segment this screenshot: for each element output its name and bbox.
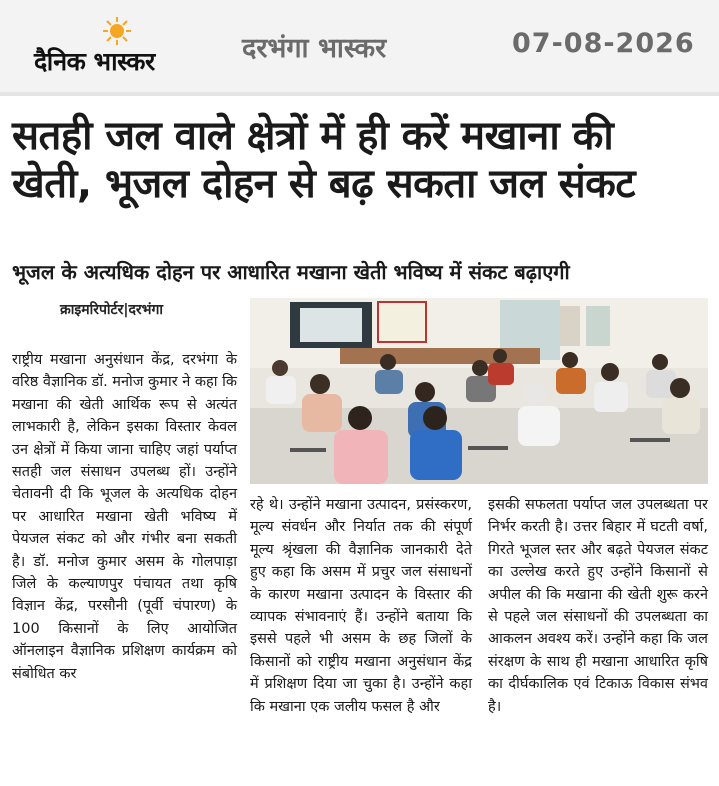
article-headline (12, 112, 712, 208)
logo-text: दैनिक भास्कर (34, 47, 155, 76)
header-divider (0, 92, 719, 96)
training-session-photo (250, 298, 708, 484)
article-subheadline: भूजल के अत्यधिक दोहन पर आधारित मखाना खेती भविष्य में संकट बढ़ाएगी (12, 260, 570, 284)
headline-line-1: सतही जल वाले क्षेत्रों में ही करें मखाना की (12, 113, 614, 159)
article-column-3: इसकी सफलता पर्याप्त जल उपलब्धता पर निर्भर करती है। उत्तर बिहार में घटती वर्षा, गिरते भूजल स्तर और बढ़ते पेयजल संकट का उल्लेख करते हुए उन्होंने किसानों से अपील की कि मखाना की खेती शुरू करने से पहले जल संसाधनों की उपलब्धता का आकलन अवश्य करें। उन्होंने कहा कि जल संरक्षण के साथ ही मखाना आधारित कृषि का दीर्घकालिक एवं टिकाऊ विकास संभव है। (488, 497, 708, 715)
masthead (0, 0, 719, 92)
byline: क्राइमरिपोर्टर|दरभंगा (60, 302, 163, 318)
article-column-2: रहे थे। उन्होंने मखाना उत्पादन, प्रसंस्करण, मूल्य संवर्धन और निर्यात तक की संपूर्ण मूल्य श्रृंखला की वैज्ञानिक जानकारी देते हुए कहा कि असम में प्रचुर जल संसाधनों के कारण मखाना उत्पादन के विस्तार की व्यापक संभावनाएं हैं। उन्होंने बताया कि इससे पहले भी असम के छह जिलों के किसानों को राष्ट्रीय मखाना अनुसंधान केंद्र में प्रशिक्षण दिया जा चुका है। उन्होंने कहा कि मखाना एक जलीय फसल है और (250, 497, 472, 715)
article-photo (250, 298, 708, 484)
article-column-1: राष्ट्रीय मखाना अनुसंधान केंद्र, दरभंगा के वरिष्ठ वैज्ञानिक डॉ. मनोज कुमार ने कहा कि मखाना की खेती आर्थिक रूप से अत्यंत लाभकारी है, लेकिन इसका विस्तार केवल उन क्षेत्रों में किया जाना चाहिए जहां पर्याप्त सतही जल संसाधन उपलब्ध हों। उन्होंने चेतावनी दी कि भूजल के अत्यधिक दोहन पर आधारित मखाना खेती भविष्य में पेयजल संकट को और गंभीर बना सकती है। डॉ. मनोज कुमार असम के गोलपाड़ा जिले के कल्याणपुर पंचायत तथा कृषि विज्ञान केंद्र, परसौनी (पूर्वी चंपारण) के 100 किसानों के लिए आयोजित ऑनलाइन वैज्ञानिक प्रशिक्षण कार्यक्रम को संबोधित कर (12, 352, 237, 682)
newspaper-logo[interactable] (34, 16, 204, 78)
edition-name: दरभंगा भास्कर (242, 33, 387, 64)
edition-date: 07-08-2026 (512, 28, 695, 59)
sun-logo-icon (102, 16, 132, 46)
headline-line-2: खेती, भूजल दोहन से बढ़ सकता जल संकट (12, 161, 636, 207)
